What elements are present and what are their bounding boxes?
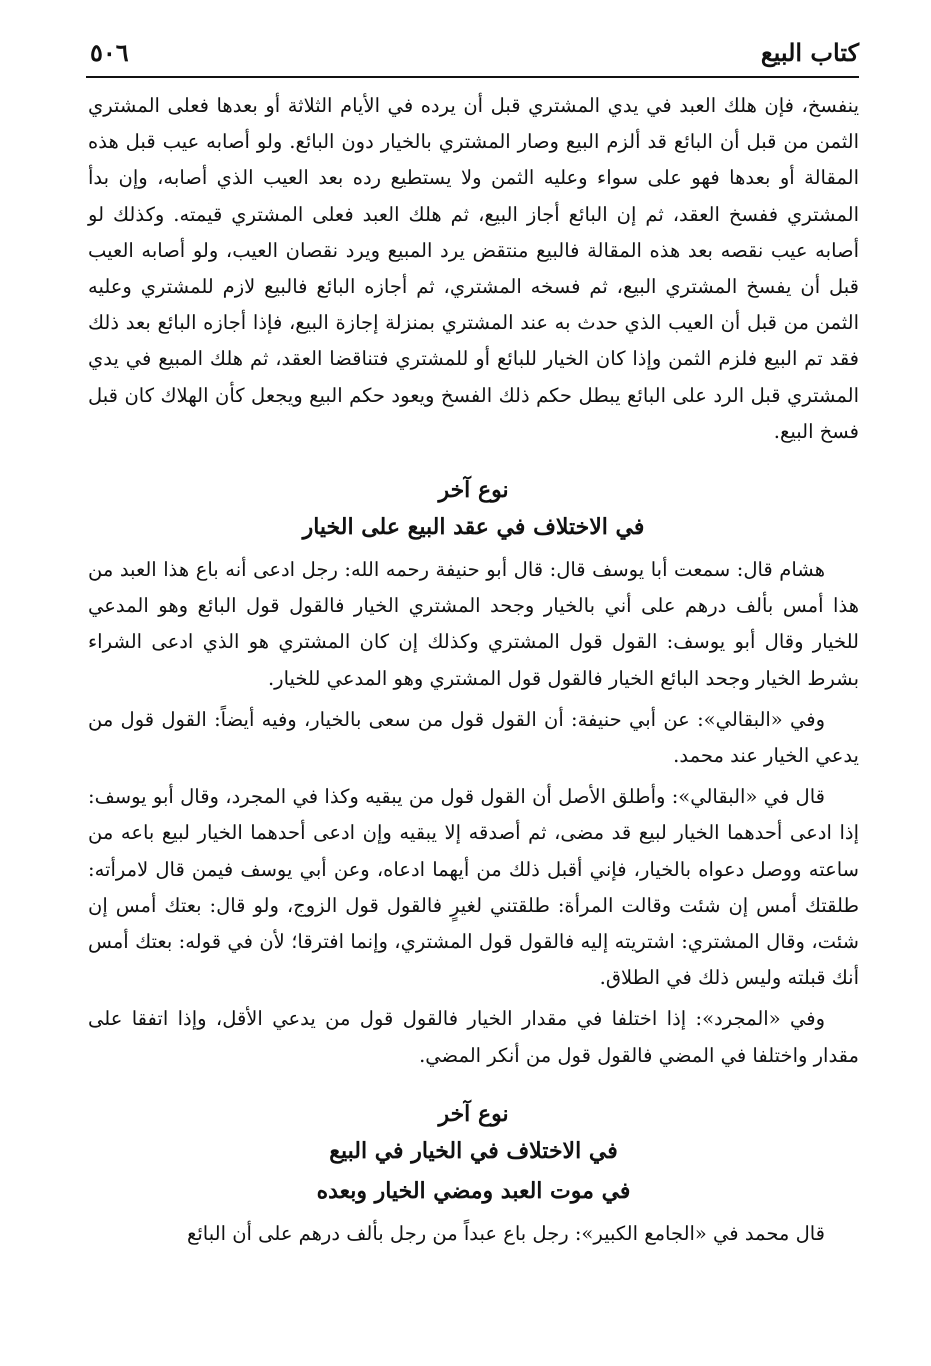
- page-number: ٥٠٦: [90, 37, 129, 67]
- section-subheading: في الاختلاف في الخيار في البيع: [329, 1137, 618, 1164]
- page-header: [90, 32, 859, 72]
- paragraph: قال في «البقالي»: وأطلق الأصل أن القول قول من يبقيه وكذا في المجرد، وقال أبو يوسف: إذا ادعى أحدهما الخيار لبيع قد مضى، ثم أصدقه إلا يبقيه وإن ادعى أحدهما الخيار لبيع باعه من ساعته ووصل دعواه بالخيار، فإني أقبل ذلك من أيهما ادعاه، وعن أبي يوسف فيمن قال لامرأته: طلقتك أمس إن شئت وقالت المرأة: طلقتني لغيرٍ فالقول قول الزوج، ولو قال: بعتك أمس إن شئت، وقال المشتري: اشتريته إليه فالقول قول المشتري، وإنما افترقا؛ لأن في قوله: بعتك أمس أنك قبلته وليس ذلك في الطلاق.: [88, 785, 859, 990]
- section-subheading: في الاختلاف في عقد البيع على الخيار: [302, 514, 645, 541]
- paragraph: قال محمد في «الجامع الكبير»: رجل باع عبداً من رجل بألف درهم على أن البائع: [187, 1221, 825, 1245]
- paragraph: هشام قال: سمعت أبا يوسف قال: قال أبو حنيفة رحمه الله: رجل ادعى أنه باع هذا العبد من هذا أمس بألف درهم على أني بالخيار وجحد المشتري الخيار فالقول قول البائع وهو المدعي للخيار وقال أبو يوسف: القول قول المشتري وكذلك إن كان المشتري هو الذي ادعى الشراء بشرط الخيار وجحد البائع الخيار فالقول قول المشتري وهو المدعي للخيار.: [88, 558, 859, 690]
- running-title: كتاب البيع: [760, 37, 859, 67]
- paragraph: ينفسخ، فإن هلك العبد في يدي المشتري قبل أن يرده في الأيام الثلاثة أو بعدها فعلى المشتري الثمن من قبل أن البائع قد ألزم البيع وصار المشتري بالخيار دون البائع. ولو أصابه عيب قبل هذه المقالة أو بعدها فهو على سواء وعليه الثمن ولا يستطيع رده بعد العيب الذي أصابه، وإن بدأ المشتري ففسخ العقد، ثم إن البائع أجاز البيع، ثم هلك العبد فعلى المشتري قيمته. وكذلك لو أصابه عيب نقصه بعد هذه المقالة فالبيع منتقض يرد المبيع ويرد نقصان العيب، ولو أصابه العيب قبل أن يفسخ المشتري البيع، ثم فسخه المشتري، ثم أجازه البائع فالبيع لازم للمشتري وعليه الثمن من قبل أن العيب الذي حدث به عند المشتري بمنزلة إجازة البيع، فإذا أجازه البائع بعد ذلك فقد تم البيع فلزم الثمن وإذا كان الخيار للبائع أو للمشتري فتناقضا العقد، ثم هلك المبيع في يدي المشتري قبل الرد على البائع يبطل حكم ذلك الفسخ ويعود حكم البيع ويجعل كأن الهلاك كان قبل فسخ البيع.: [88, 94, 859, 443]
- header-rule: [86, 76, 859, 78]
- section-heading: نوع آخر: [438, 477, 509, 504]
- section-subheading: في موت العبد ومضي الخيار وبعده: [316, 1177, 631, 1204]
- paragraph: وفي «البقالي»: عن أبي حنيفة: أن القول قول من سعى بالخيار، وفيه أيضاً: القول قول من يدعي الخيار عند محمد.: [88, 707, 859, 768]
- paragraph: وفي «المجرد»: إذا اختلفا في مقدار الخيار فالقول قول من يدعي الأقل، وإذا اتفقا على مقدار واختلفا في المضي فالقول قول من أنكر المضي.: [88, 1007, 859, 1067]
- section-heading: نوع آخر: [438, 1100, 509, 1127]
- page-body: [88, 88, 859, 1252]
